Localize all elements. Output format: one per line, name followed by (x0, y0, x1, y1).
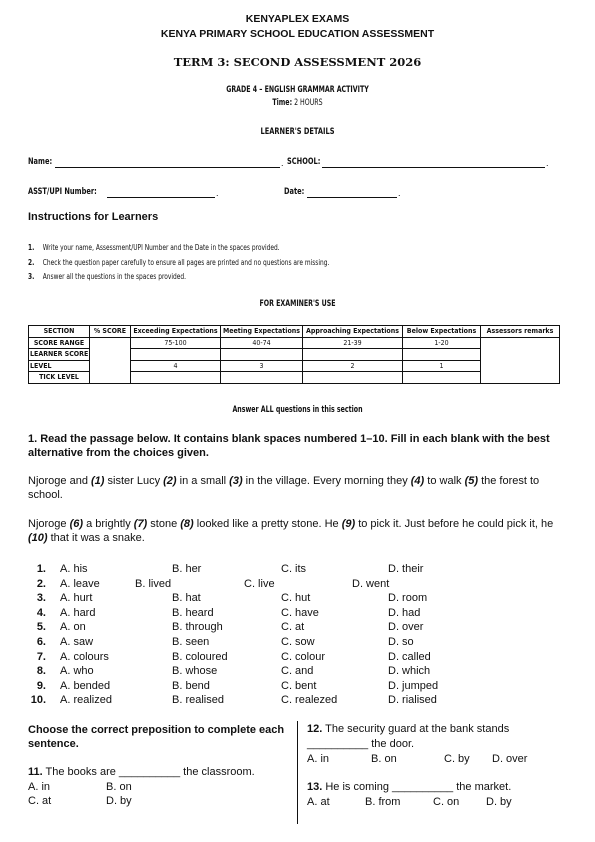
instruction-text: Check the question paper carefully to ensure all pages are printed and no questions are missing. (42, 258, 330, 267)
passage-text: a brightly (83, 518, 134, 530)
name-label: Name: (28, 157, 53, 167)
option-c[interactable]: C. hut (281, 592, 311, 605)
question-text: the classroom. (180, 766, 255, 778)
table-cell[interactable] (221, 349, 303, 361)
question-text: The security guard at the bank stands (322, 723, 510, 735)
column-divider (297, 721, 298, 824)
option-c[interactable]: C. its (281, 563, 307, 575)
passage-text: in a small (176, 475, 230, 487)
table-header: Approaching Expectations (303, 326, 403, 338)
blank-marker: (2) (163, 475, 177, 487)
passage-text: sister Lucy (104, 475, 164, 487)
instruction-item (28, 258, 329, 267)
asst-field[interactable] (107, 197, 215, 198)
table-row (29, 326, 560, 338)
question-number: 5. (36, 621, 46, 634)
examiner-use-heading: FOR EXAMINER'S USE (259, 299, 336, 309)
option-d[interactable]: D. room (388, 592, 428, 605)
learner-details-heading: LEARNER'S DETAILS (260, 127, 335, 137)
option-d[interactable]: D. had (388, 606, 421, 619)
row-label: TICK LEVEL (29, 372, 90, 384)
table-cell[interactable] (403, 349, 481, 361)
question-13 (307, 781, 511, 793)
option-c[interactable]: C. have (281, 606, 319, 619)
table-row (29, 337, 560, 349)
question-number: 7. (36, 650, 46, 663)
passage-text: Njoroge (28, 518, 70, 530)
option-c[interactable]: C. bent (281, 679, 317, 692)
grade-title: GRADE 4 – ENGLISH GRAMMAR ACTIVITY (226, 85, 369, 95)
question-text: He is coming (322, 781, 392, 793)
option-d[interactable]: D. went (352, 577, 390, 590)
option-b[interactable]: B. realised (172, 694, 224, 707)
option-d[interactable]: D. their (388, 563, 424, 575)
question-text: The books are (42, 766, 119, 778)
option-c[interactable]: C. on (433, 796, 460, 808)
option-a[interactable]: A. who (60, 665, 94, 678)
instructions-title: Instructions for Learners (28, 211, 159, 223)
option-a[interactable]: A. saw (60, 636, 94, 648)
option-d[interactable]: D. so (388, 636, 414, 648)
option-d[interactable]: D. called (388, 650, 431, 663)
option-a[interactable]: A. leave (60, 577, 100, 590)
blank-marker: (7) (133, 518, 148, 530)
passage-paragraph-1 (28, 474, 568, 502)
time-value: 2 HOURS (294, 98, 323, 108)
question-text: the door. (368, 738, 415, 750)
blank-marker: (6) (69, 518, 84, 530)
passage-text: to walk (424, 475, 465, 487)
option-a[interactable]: A. realized (60, 694, 112, 707)
instruction-number: 2. (28, 258, 35, 267)
option-c[interactable]: C. at (28, 795, 52, 807)
table-cell: 3 (221, 360, 303, 372)
table-cell[interactable] (303, 349, 403, 361)
instruction-number: 3. (28, 272, 35, 281)
answer-blank[interactable]: __________ (118, 766, 181, 778)
row-label: LEARNER SCORE (30, 350, 89, 359)
table-header: SECTION (29, 326, 90, 338)
option-b[interactable]: B. on (371, 753, 397, 765)
question-number: 12. (307, 723, 323, 735)
option-a[interactable]: A. on (60, 621, 86, 634)
question-number: 4. (36, 606, 46, 619)
table-cell: 21-39 (303, 337, 403, 349)
option-b[interactable]: B. through (172, 621, 223, 634)
instruction-number: 1. (28, 243, 35, 252)
table-cell: 40-74 (221, 337, 303, 349)
table-cell: 2 (303, 360, 403, 372)
question-number: 8. (36, 665, 46, 678)
passage-text: looked like a pretty stone. He (193, 518, 342, 530)
blank-marker: (10) (28, 532, 48, 544)
blank-marker: (4) (410, 475, 425, 487)
table-header: % SCORE (90, 326, 131, 338)
term-title: TERM 3: SECOND ASSESSMENT 2026 (173, 55, 422, 69)
table-cell: 75-100 (131, 337, 221, 349)
option-b[interactable]: B. coloured (172, 650, 228, 663)
question-number: 1. (36, 563, 46, 575)
date-field[interactable] (307, 197, 397, 198)
asst-label: ASST/UPI Number: (28, 187, 97, 197)
table-cell[interactable] (221, 372, 303, 384)
question-number: 10. (30, 694, 46, 707)
name-dot: . (281, 158, 284, 168)
row-label: SCORE RANGE (29, 337, 90, 349)
answer-blank[interactable]: __________ (392, 781, 454, 793)
option-c[interactable]: C. by (444, 753, 470, 765)
option-b[interactable]: B. lived (135, 577, 172, 590)
table-header: Exceeding Expectations (131, 326, 221, 338)
table-cell[interactable] (403, 372, 481, 384)
option-c[interactable]: C. colour (281, 650, 326, 663)
row-label: LEVEL (29, 360, 90, 372)
answer-all-heading: Answer ALL questions in this section (232, 405, 363, 415)
question-number: 2. (36, 577, 46, 590)
passage-text: the forest to school. (28, 475, 540, 501)
passage-text: in the village. Every morning they (242, 475, 411, 487)
question-number: 13. (307, 781, 323, 793)
question-12-line-2 (307, 738, 414, 750)
assessor-remarks-cell[interactable] (481, 337, 560, 383)
passage-paragraph-2 (28, 517, 568, 545)
option-d[interactable]: D. rialised (388, 694, 437, 707)
assessment-title: KENYA PRIMARY SCHOOL EDUCATION ASSESSMENT (160, 28, 435, 40)
blank-marker: (9) (341, 518, 356, 530)
option-d[interactable]: D. over (388, 621, 424, 634)
question-number: 3. (36, 592, 46, 605)
option-c[interactable]: C. live (244, 577, 275, 590)
passage-text: Njoroge and (28, 475, 91, 487)
question-number: 11. (28, 766, 43, 778)
option-a[interactable]: A. hurt (60, 592, 93, 605)
question-number: 9. (36, 679, 46, 692)
table-cell: 4 (131, 360, 221, 372)
name-field[interactable] (55, 167, 280, 168)
prepositions-title: Choose the correct preposition to complete each sentence. (28, 724, 285, 750)
option-a[interactable]: A. at (307, 796, 330, 808)
option-b[interactable]: B. her (172, 563, 202, 575)
school-label: SCHOOL: (287, 157, 321, 167)
option-a[interactable]: A. hard (60, 606, 96, 619)
table-cell: 1 (403, 360, 481, 372)
table-header: Meeting Expectations (221, 326, 303, 338)
option-d[interactable]: D. by (486, 796, 512, 808)
option-c[interactable]: C. at (281, 621, 305, 634)
answer-blank[interactable]: __________ (307, 738, 369, 750)
table-header: Below Expectations (403, 326, 481, 338)
table-header: Assessors remarks (481, 326, 560, 338)
option-a[interactable]: A. colours (60, 650, 109, 663)
table-cell: 1-20 (403, 337, 481, 349)
option-b[interactable]: B. whose (172, 665, 218, 678)
date-dot: . (398, 188, 401, 198)
instruction-item (28, 272, 186, 281)
asst-dot: . (216, 188, 219, 198)
option-d[interactable]: D. by (106, 795, 132, 807)
question-1-title: 1. Read the passage below. It contains blank spaces numbered 1–10. Fill in each blank with the best alternative from the choices given. (28, 433, 550, 459)
instruction-text: Write your name, Assessment/UPI Number and the Date in the spaces provided. (42, 243, 280, 252)
option-b[interactable]: B. from (365, 796, 401, 808)
table-cell[interactable] (131, 372, 221, 384)
option-c[interactable]: C. and (281, 665, 314, 678)
passage-text: to pick it. Just before he could pick it, he (355, 518, 554, 530)
option-b[interactable]: B. heard (172, 606, 214, 619)
date-label: Date: (284, 187, 305, 197)
question-12 (307, 723, 509, 735)
table-cell[interactable] (131, 349, 221, 361)
question-text: the market. (453, 781, 512, 793)
option-a[interactable]: A. bended (60, 679, 111, 692)
instruction-text: Answer all the questions in the spaces provided. (42, 272, 187, 281)
question-11 (28, 766, 255, 778)
school-dot: . (546, 158, 549, 168)
option-a[interactable]: A. in (28, 781, 51, 793)
time-line (54, 98, 542, 108)
option-a[interactable]: A. in (307, 753, 330, 765)
blank-marker: (8) (180, 518, 194, 530)
exam-org: KENYAPLEX EXAMS (245, 13, 350, 25)
blank-marker: (3) (229, 475, 243, 487)
option-c[interactable]: C. realezed (281, 694, 338, 707)
option-b[interactable]: B. hat (172, 592, 201, 605)
option-c[interactable]: C. sow (281, 636, 315, 648)
passage-text: stone (147, 518, 181, 530)
question-number: 6. (36, 636, 46, 648)
percent-score-cell[interactable] (90, 337, 131, 383)
option-b[interactable]: B. seen (172, 636, 210, 648)
option-d[interactable]: D. which (388, 665, 431, 678)
option-b[interactable]: B. on (106, 781, 132, 793)
table-cell[interactable] (303, 372, 403, 384)
examiner-score-table (28, 325, 560, 384)
option-b[interactable]: B. bend (172, 679, 210, 692)
option-d[interactable]: D. jumped (388, 679, 439, 692)
time-label: Time: (272, 98, 293, 108)
passage-text: that it was a snake. (47, 532, 145, 544)
blank-marker: (1) (91, 475, 105, 487)
school-field[interactable] (322, 167, 545, 168)
instruction-item (28, 243, 280, 252)
option-d[interactable]: D. over (492, 753, 528, 765)
option-a[interactable]: A. his (60, 563, 88, 575)
blank-marker: (5) (464, 475, 479, 487)
